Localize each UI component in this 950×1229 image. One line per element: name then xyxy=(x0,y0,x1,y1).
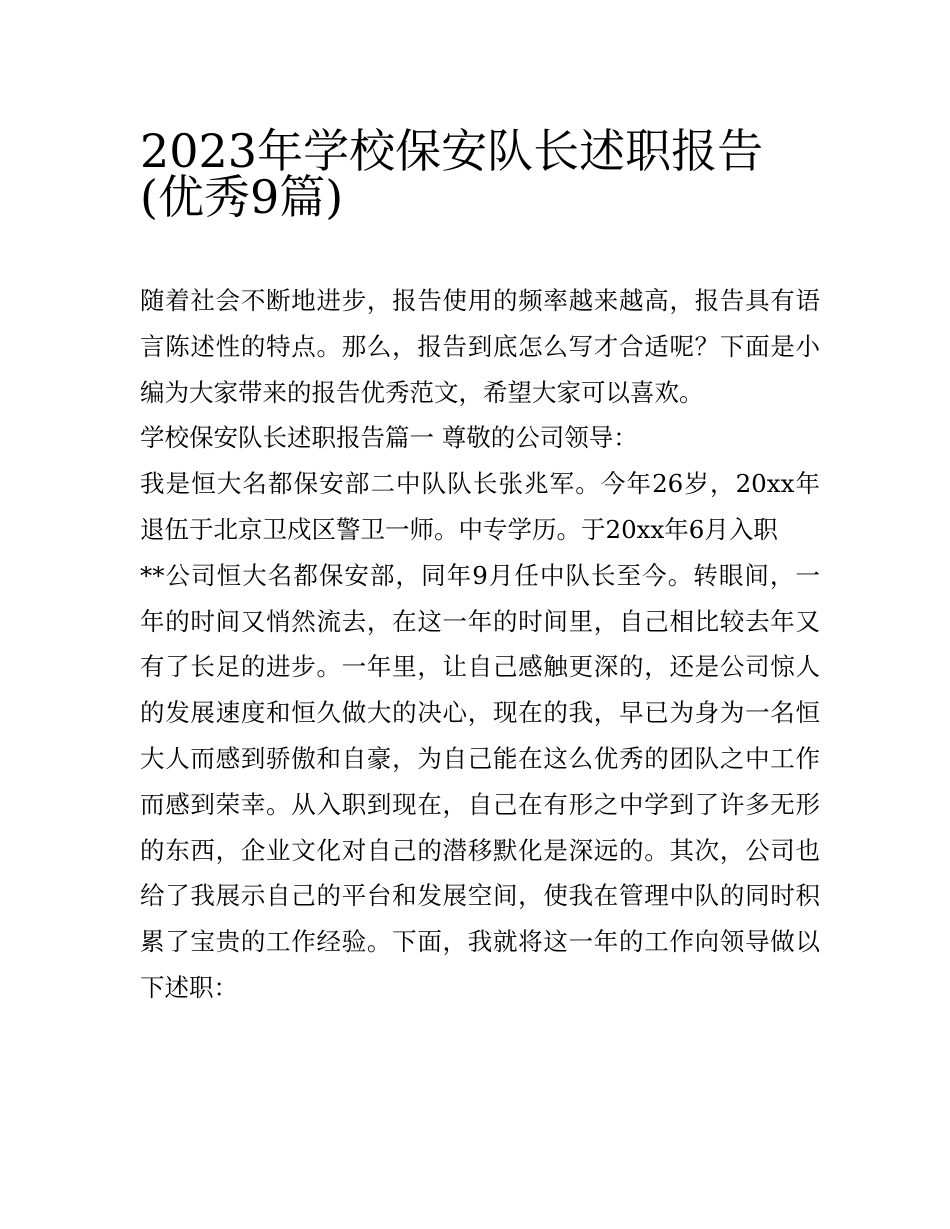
body-line: 编为大家带来的报告优秀范文，希望大家可以喜欢。 xyxy=(140,377,704,407)
body-line: 随着社会不断地进步，报告使用的频率越来越高，报告具有语 xyxy=(140,286,820,315)
body-line: 而感到荣幸。从入职到现在，自己在有形之中学到了许多无形 xyxy=(140,789,820,819)
body-line: 言陈述性的特点。那么，报告到底怎么写才合适呢？下面是小 xyxy=(140,331,820,361)
title-line-2: (优秀9篇) xyxy=(140,169,344,224)
section-heading-line: 学校保安队长述职报告篇一 尊敬的公司领导： xyxy=(140,423,638,453)
body-line: 下述职： xyxy=(140,972,238,1002)
body-line: 大人而感到骄傲和自豪，为自己能在这么优秀的团队之中工作 xyxy=(140,743,820,773)
document-body xyxy=(140,278,820,1011)
body-line: 我是恒大名都保安部二中队队长张兆军。今年26岁，20xx年 xyxy=(140,469,820,499)
body-line: 的发展速度和恒久做大的决心，现在的我，早已为身为一名恒 xyxy=(140,698,820,728)
body-line: 有了长足的进步。一年里，让自己感触更深的，还是公司惊人 xyxy=(140,652,820,682)
body-line: 年的时间又悄然流去，在这一年的时间里，自己相比较去年又 xyxy=(140,606,820,636)
document-title xyxy=(140,116,820,224)
body-line: 退伍于北京卫戍区警卫一师。中专学历。于20xx年6月入职 xyxy=(140,514,778,544)
title-line-1: 2023年学校保安队长述职报告 xyxy=(140,124,764,178)
body-line: **公司恒大名都保安部，同年9月任中队长至今。转眼间，一 xyxy=(140,560,820,590)
body-line: 累了宝贵的工作经验。下面，我就将这一年的工作向领导做以 xyxy=(140,927,820,957)
body-line: 给了我展示自己的平台和发展空间，使我在管理中队的同时积 xyxy=(140,881,820,911)
body-line: 的东西，企业文化对自己的潜移默化是深远的。其次，公司也 xyxy=(140,835,820,865)
